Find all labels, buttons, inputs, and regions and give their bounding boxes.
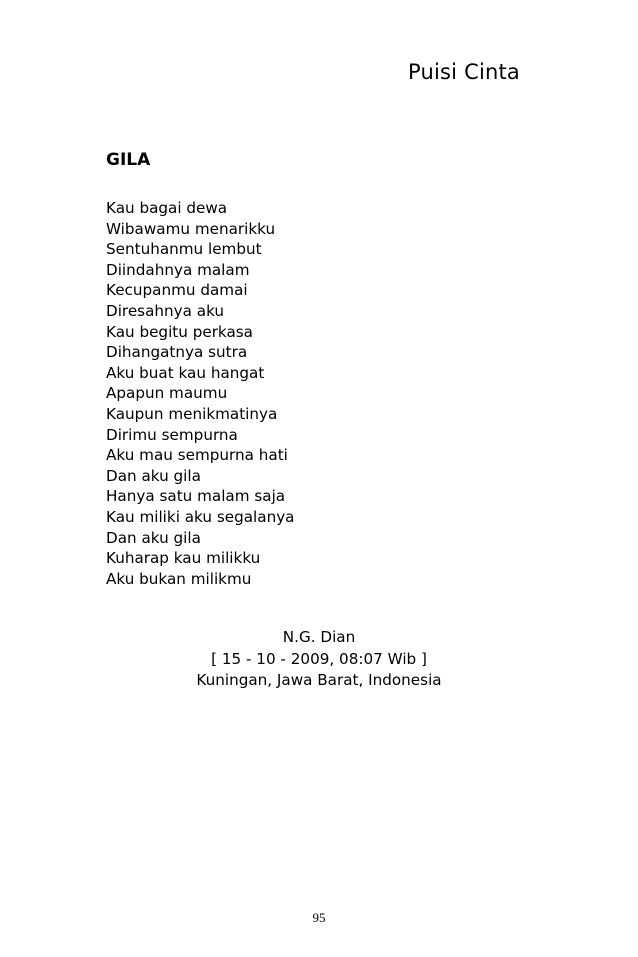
poem-line: Wibawamu menarikku	[106, 219, 276, 238]
poem-line: Hanya satu malam saja	[106, 487, 286, 506]
poem-line: Aku buat kau hangat	[106, 363, 265, 382]
poem-line: Kau miliki aku segalanya	[106, 507, 295, 526]
poem-line: Kau bagai dewa	[106, 199, 228, 217]
date-stamp: [ 15 - 10 - 2009, 08:07 Wib ]	[211, 649, 427, 668]
poem-line: Kuharap kau milikku	[106, 549, 261, 568]
author-name: N.G. Dian	[282, 628, 356, 646]
poem-line: Dirimu sempurna	[106, 425, 238, 444]
poem-line: Diindahnya malam	[106, 260, 250, 279]
poem-line: Aku bukan milikmu	[106, 569, 252, 588]
page-number: 95	[312, 910, 326, 925]
poem-title: GILA	[106, 150, 151, 170]
poem-line: Dihangatnya sutra	[106, 343, 248, 362]
poem-line: Dan aku gila	[106, 528, 201, 547]
running-header: Puisi Cinta	[408, 60, 520, 84]
poem-line: Diresahnya aku	[106, 301, 225, 320]
place-line: Kuningan, Jawa Barat, Indonesia	[196, 671, 442, 689]
poem-line: Dan aku gila	[106, 466, 201, 485]
poem-line: Apapun maumu	[106, 384, 228, 403]
poem-line: Kaupun menikmatinya	[106, 404, 278, 423]
poem-line: Aku mau sempurna hati	[106, 446, 288, 465]
poem-line: Kau begitu perkasa	[106, 322, 253, 341]
signature-block	[150, 627, 488, 692]
poem-line: Kecupanmu damai	[106, 281, 248, 300]
poem-line: Sentuhanmu lembut	[106, 240, 262, 259]
poem-stanza	[106, 198, 295, 589]
